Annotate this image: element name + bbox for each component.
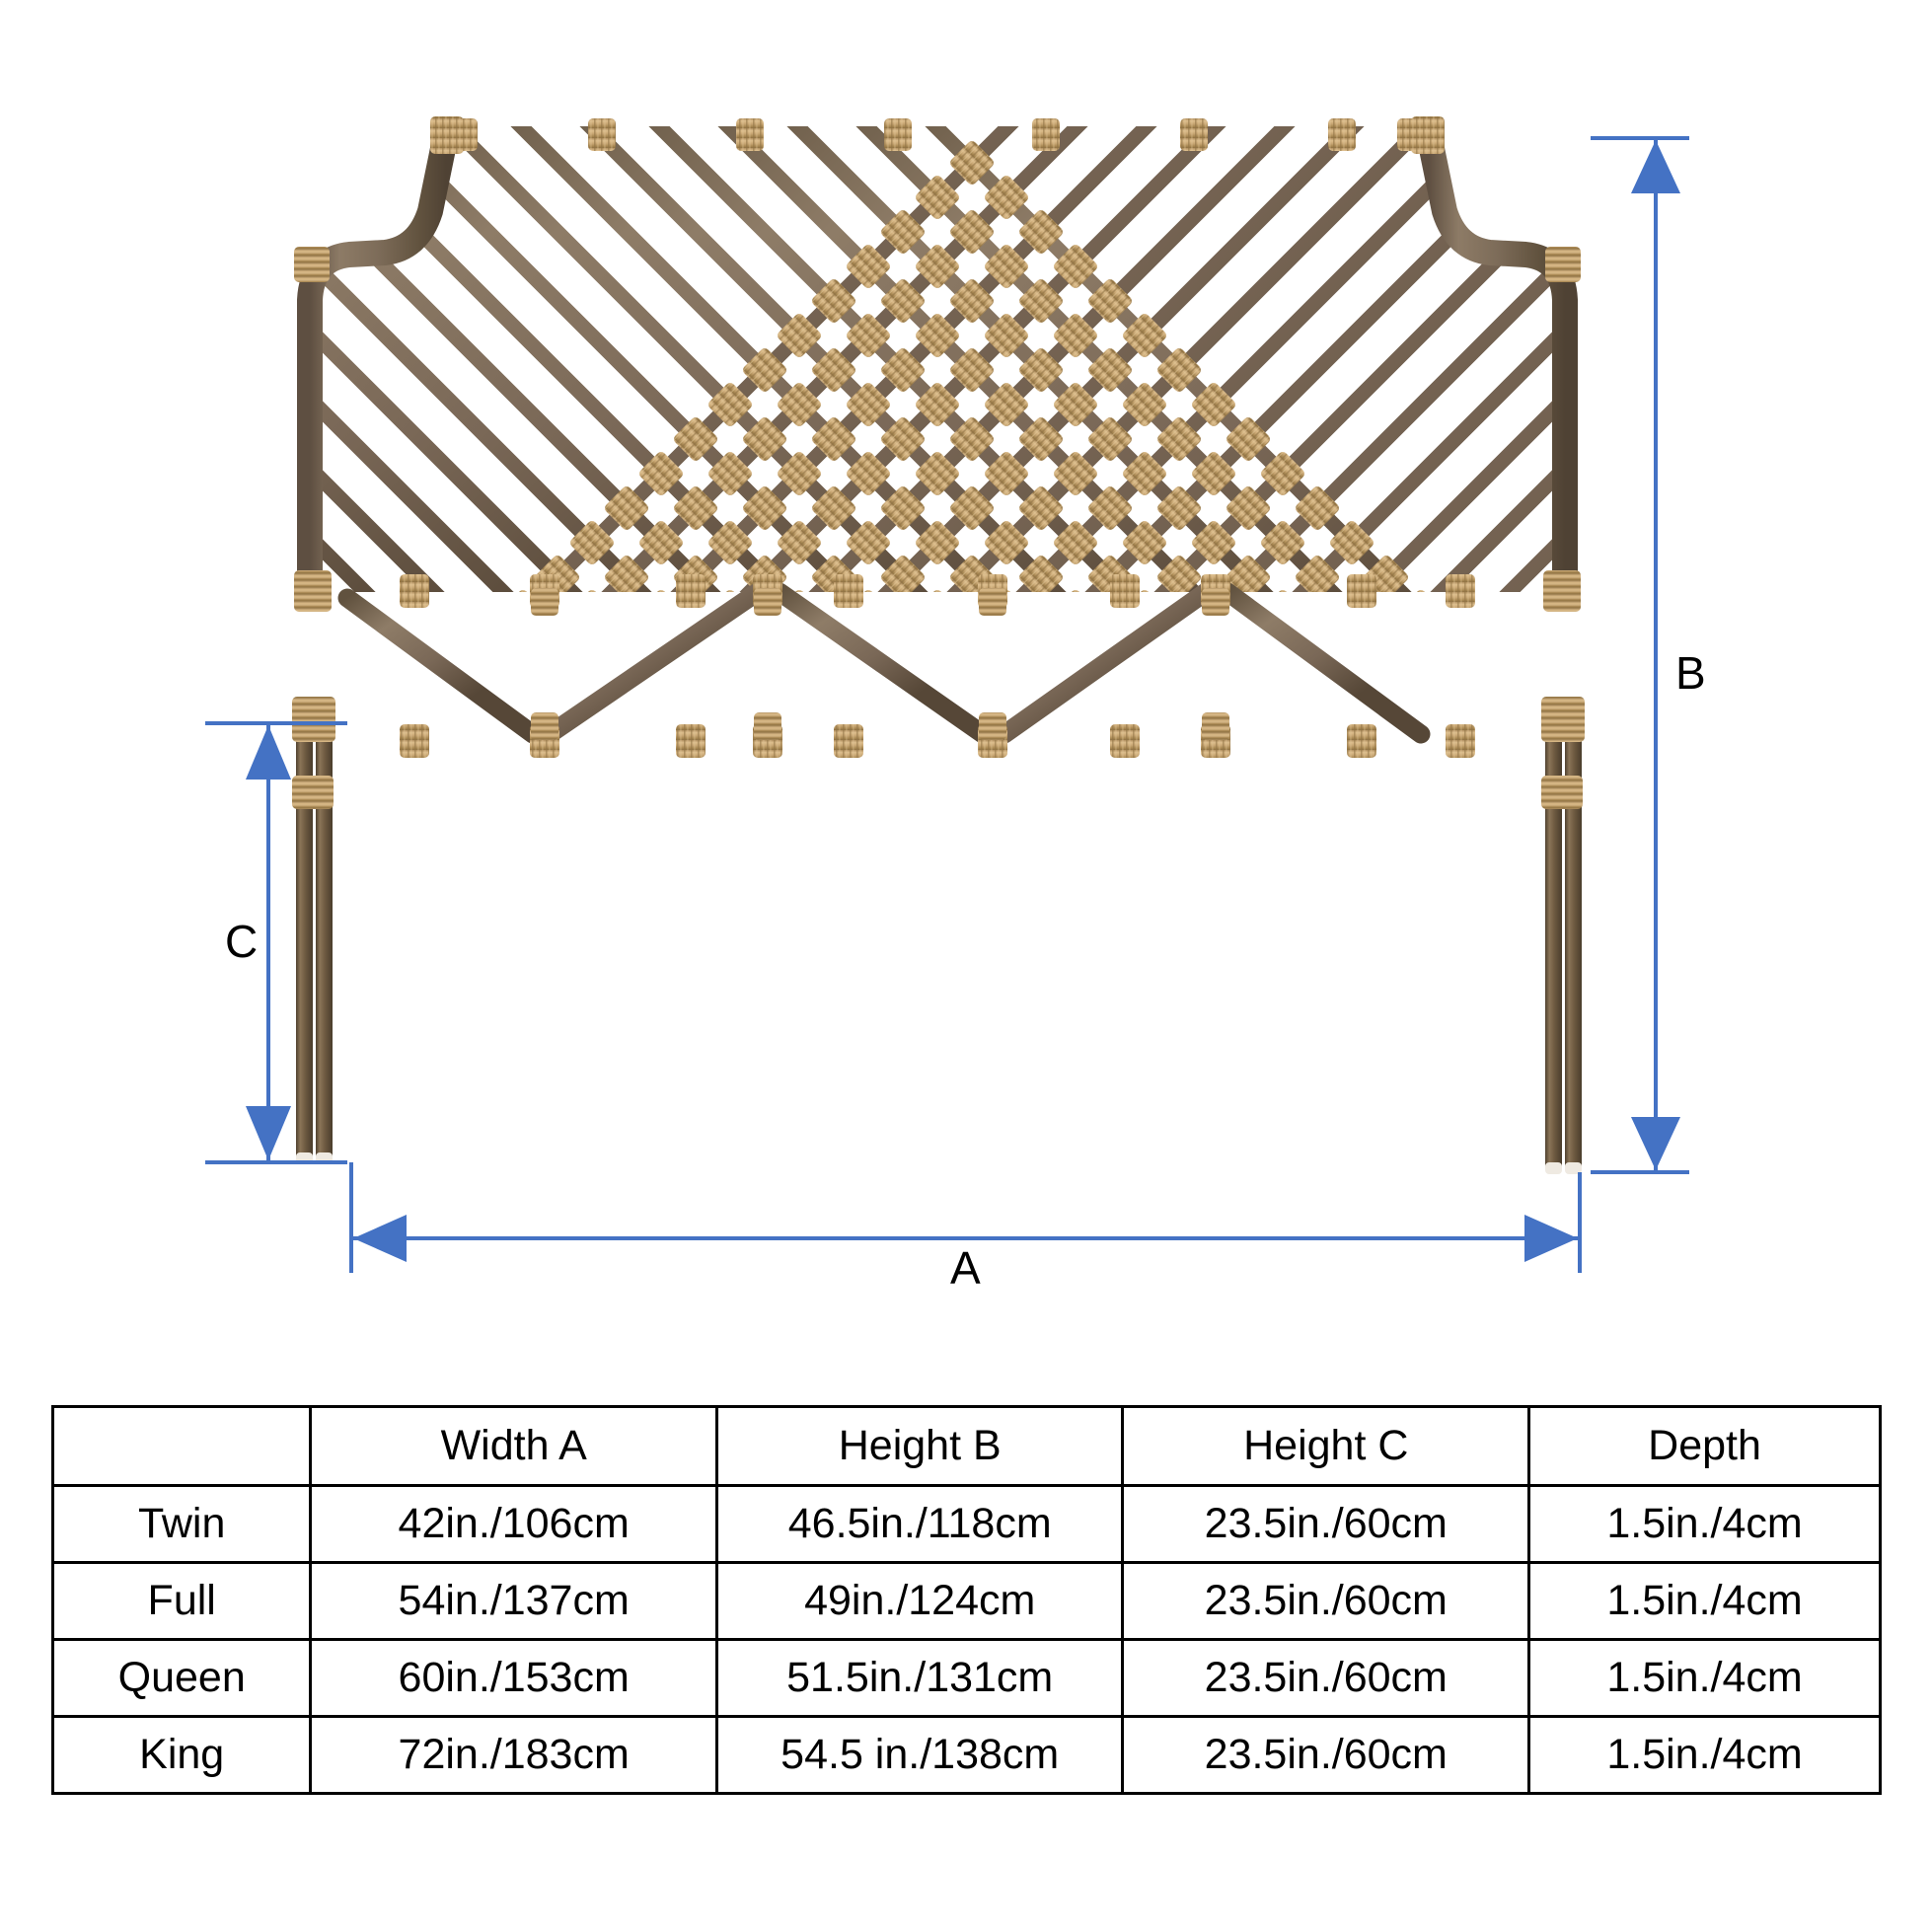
cell-height-c: 23.5in./60cm xyxy=(1123,1717,1529,1794)
cell-height-b: 51.5in./131cm xyxy=(716,1640,1123,1717)
truss-brace-2 xyxy=(553,592,758,732)
cell-width-a: 60in./153cm xyxy=(311,1640,717,1717)
cell-size: Queen xyxy=(53,1640,311,1717)
cell-height-c: 23.5in./60cm xyxy=(1123,1563,1529,1640)
mid-rail-wrap xyxy=(1446,574,1475,608)
left-shoulder-corner-wrap xyxy=(430,116,464,154)
header-height-c: Height C xyxy=(1123,1407,1529,1486)
cell-size: King xyxy=(53,1717,311,1794)
truss-brace-4 xyxy=(1004,592,1206,734)
header-size xyxy=(53,1407,311,1486)
lower-rail-wrap xyxy=(676,724,706,758)
top-rail-wrap xyxy=(736,118,764,151)
lower-rail-wrap xyxy=(400,724,429,758)
cell-width-a: 54in./137cm xyxy=(311,1563,717,1640)
truss-post-bottom-wrap xyxy=(979,712,1006,740)
truss-post-top-wrap xyxy=(531,588,558,616)
dim-b-arrow-down xyxy=(1631,1117,1680,1170)
dimension-label-a: A xyxy=(950,1242,981,1294)
cell-depth: 1.5in./4cm xyxy=(1529,1486,1881,1563)
mid-rail-wrap xyxy=(1347,574,1376,608)
truss-post-top-wrap xyxy=(1202,588,1229,616)
dimension-label-c: C xyxy=(225,916,259,967)
table-row xyxy=(53,1486,1881,1563)
left-stile-top-wrap xyxy=(294,247,330,282)
right-shoulder-corner-wrap xyxy=(1411,116,1445,154)
cell-height-b: 46.5in./118cm xyxy=(716,1486,1123,1563)
cell-height-c: 23.5in./60cm xyxy=(1123,1486,1529,1563)
lower-rail-wrap xyxy=(1446,724,1475,758)
lower-rail-wrap xyxy=(1347,724,1376,758)
right-foot-cap-a xyxy=(1545,1162,1562,1174)
dimension-b xyxy=(1591,138,1689,1172)
header-width-a: Width A xyxy=(311,1407,717,1486)
dim-b-arrow-up xyxy=(1631,140,1680,193)
dim-a-arrow-left xyxy=(353,1215,407,1262)
top-rail-wrap xyxy=(1328,118,1356,151)
table-row xyxy=(53,1717,1881,1794)
cell-size: Full xyxy=(53,1563,311,1640)
top-rail-wrap xyxy=(1032,118,1060,151)
top-rail-wrap xyxy=(1180,118,1208,151)
right-stile-top-wrap xyxy=(1545,247,1581,282)
mid-rail-wrap xyxy=(400,574,429,608)
header-height-b: Height B xyxy=(716,1407,1123,1486)
truss-brace-1 xyxy=(347,598,533,734)
table-row xyxy=(53,1563,1881,1640)
truss-brace-3 xyxy=(780,592,983,734)
right-stile-lowerrail-wrap xyxy=(1541,697,1585,742)
cell-depth: 1.5in./4cm xyxy=(1529,1717,1881,1794)
truss-brace-5 xyxy=(1227,592,1421,734)
cell-height-b: 54.5 in./138cm xyxy=(716,1717,1123,1794)
header-depth: Depth xyxy=(1529,1407,1881,1486)
mid-rail-wrap xyxy=(676,574,706,608)
mid-rail-wrap xyxy=(834,574,863,608)
cell-height-c: 23.5in./60cm xyxy=(1123,1640,1529,1717)
mid-rail-wrap xyxy=(1110,574,1140,608)
truss-post-bottom-wrap xyxy=(531,712,558,740)
lower-rail-wrap xyxy=(1110,724,1140,758)
dim-a-arrow-right xyxy=(1524,1215,1578,1262)
dimension-label-b: B xyxy=(1675,647,1706,699)
left-leg-wrap xyxy=(292,776,334,809)
top-rail-wrap xyxy=(588,118,616,151)
right-leg-wrap xyxy=(1541,776,1583,809)
truss-post-bottom-wrap xyxy=(1202,712,1229,740)
dim-c-arrow-up xyxy=(246,725,291,780)
right-stile-midrail-wrap xyxy=(1543,570,1581,612)
left-stile-lowerrail-wrap xyxy=(292,697,335,742)
legs xyxy=(296,730,1582,1174)
cell-width-a: 72in./183cm xyxy=(311,1717,717,1794)
table-row xyxy=(53,1640,1881,1717)
truss-post-top-wrap xyxy=(979,588,1006,616)
table-header-row xyxy=(53,1407,1881,1486)
size-spec-table-container xyxy=(51,1405,1882,1795)
lower-rail-wrap xyxy=(834,724,863,758)
cell-height-b: 49in./124cm xyxy=(716,1563,1123,1640)
cell-depth: 1.5in./4cm xyxy=(1529,1563,1881,1640)
dim-c-arrow-down xyxy=(246,1106,291,1160)
cell-depth: 1.5in./4cm xyxy=(1529,1640,1881,1717)
top-rail-wrap xyxy=(884,118,912,151)
left-stile-midrail-wrap xyxy=(294,570,332,612)
truss-post-bottom-wrap xyxy=(754,712,781,740)
size-spec-table xyxy=(51,1405,1882,1795)
cell-size: Twin xyxy=(53,1486,311,1563)
truss-post-top-wrap xyxy=(754,588,781,616)
cell-width-a: 42in./106cm xyxy=(311,1486,717,1563)
